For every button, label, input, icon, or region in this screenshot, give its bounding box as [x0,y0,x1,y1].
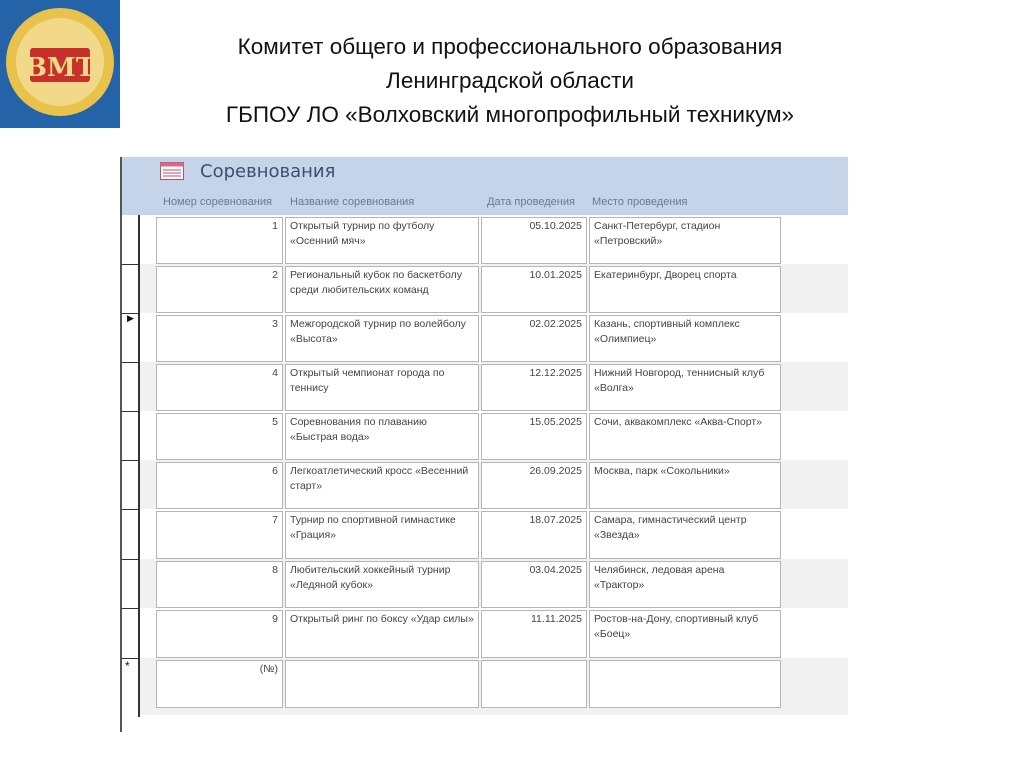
place-field[interactable]: Казань, спортивный комплекс «Олимпиец» [589,315,781,362]
current-record-arrow-icon: ▶ [127,313,134,323]
col-header-place: Место проведения [592,196,688,208]
new-name-field[interactable] [285,660,479,708]
table-row [140,215,848,264]
number-field[interactable]: 8 [156,561,283,608]
col-header-date: Дата проведения [487,196,575,208]
new-date-field[interactable] [481,660,587,708]
date-field[interactable]: 03.04.2025 [481,561,587,608]
place-field[interactable]: Челябинск, ледовая арена «Трактор» [589,561,781,608]
place-field[interactable]: Санкт-Петербург, стадион «Петровский» [589,217,781,264]
record-selector[interactable] [122,412,138,461]
form-title: Соревнования [200,161,336,182]
table-row [140,313,848,362]
number-field[interactable]: 4 [156,364,283,411]
number-field[interactable]: 2 [156,266,283,313]
place-field[interactable]: Сочи, аквакомплекс «Аква-Спорт» [589,413,781,460]
new-record-asterisk-icon: * [125,659,130,673]
place-field[interactable]: Нижний Новгород, теннисный клуб «Волга» [589,364,781,411]
table-row [140,264,848,313]
record-selector[interactable] [122,560,138,609]
heading-line-2: Ленинградской области [386,68,634,93]
new-record-selector[interactable] [122,659,138,716]
table-row [140,559,848,608]
table-row [140,509,848,559]
new-record-row [140,658,848,715]
record-selector[interactable] [122,363,138,412]
date-field[interactable]: 11.11.2025 [481,610,587,658]
name-field[interactable]: Соревнования по плаванию «Быстрая вода» [285,413,479,460]
record-selector[interactable] [122,461,138,510]
number-field[interactable]: 5 [156,413,283,460]
table-row [140,362,848,411]
name-field[interactable]: Легкоатлетический кросс «Весенний старт» [285,462,479,509]
date-field[interactable]: 02.02.2025 [481,315,587,362]
record-selector[interactable] [122,609,138,659]
place-field[interactable]: Самара, гимнастический центр «Звезда» [589,511,781,559]
number-field[interactable]: 1 [156,217,283,264]
number-field[interactable]: 3 [156,315,283,362]
name-field[interactable]: Региональный кубок по баскетболу среди любительских команд [285,266,479,313]
date-field[interactable]: 10.01.2025 [481,266,587,313]
date-field[interactable]: 26.09.2025 [481,462,587,509]
place-field[interactable]: Ростов-на-Дону, спортивный клуб «Боец» [589,610,781,658]
form-header [122,157,848,215]
college-logo [0,0,120,128]
record-selector[interactable] [122,510,138,560]
date-field[interactable]: 15.05.2025 [481,413,587,460]
record-selector[interactable] [122,265,138,314]
col-header-number: Номер соревнования [163,196,272,208]
heading-line-1: Комитет общего и профессионального образования [237,34,783,59]
number-field[interactable]: 6 [156,462,283,509]
table-row [140,411,848,460]
new-place-field[interactable] [589,660,781,708]
logo-text: ВМТ [24,53,96,83]
record-selector[interactable] [122,314,138,363]
college-emblem-icon [0,0,120,128]
table-row [140,460,848,509]
name-field[interactable]: Открытый чемпионат города по теннису [285,364,479,411]
record-selector[interactable] [122,215,138,265]
name-field[interactable]: Турнир по спортивной гимнастике «Грация» [285,511,479,559]
heading-line-3: ГБПОУ ЛО «Волховский многопрофильный техникум» [225,102,795,127]
date-field[interactable]: 18.07.2025 [481,511,587,559]
name-field[interactable]: Открытый турнир по футболу «Осенний мяч» [285,217,479,264]
number-field[interactable]: 7 [156,511,283,559]
place-field[interactable]: Москва, парк «Сокольники» [589,462,781,509]
record-selector-column [122,215,140,717]
col-header-name: Название соревнования [290,196,415,208]
place-field[interactable]: Екатеринбург, Дворец спорта [589,266,781,313]
name-field[interactable]: Любительский хоккейный турнир «Ледяной кубок» [285,561,479,608]
new-number-field[interactable]: (№) [156,660,283,708]
name-field[interactable]: Открытый ринг по боксу «Удар силы» [285,610,479,658]
number-field[interactable]: 9 [156,610,283,658]
name-field[interactable]: Межгородской турнир по волейболу «Высота» [285,315,479,362]
competitions-form [120,157,848,732]
date-field[interactable]: 05.10.2025 [481,217,587,264]
table-row [140,608,848,658]
date-field[interactable]: 12.12.2025 [481,364,587,411]
form-icon [160,162,184,180]
page-heading [180,30,840,132]
